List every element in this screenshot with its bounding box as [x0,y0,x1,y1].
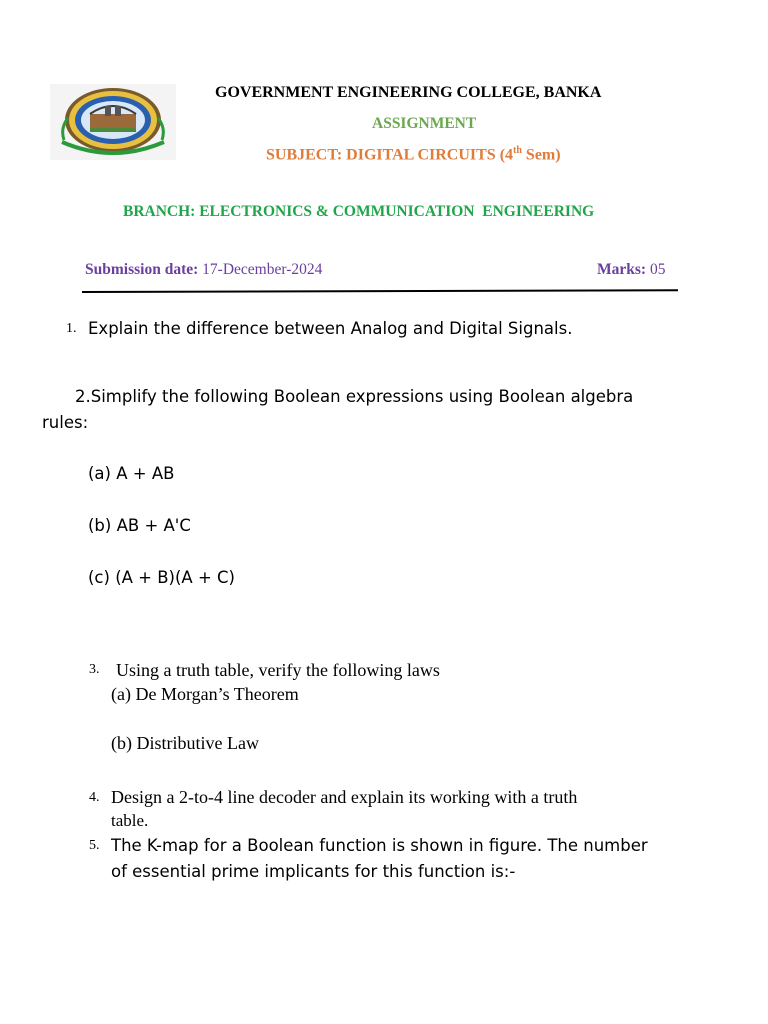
submission-date [85,261,322,279]
question-3-part-b: (b) Distributive Law [111,733,259,753]
subject-line [266,145,561,164]
question-5-number: 5. [89,838,100,853]
question-4-number: 4. [89,790,100,805]
question-3-part-a: (a) De Morgan’s Theorem [111,684,299,704]
college-name: GOVERNMENT ENGINEERING COLLEGE, BANKA [215,84,602,101]
assignment-title: ASSIGNMENT [372,115,477,132]
question-4-line-2: table. [111,811,149,830]
question-5-line-2: of essential prime implicants for this function is:- [111,862,516,881]
question-2-part-c: (c) (A + B)(A + C) [88,568,235,587]
branch-line: BRANCH: ELECTRONICS & COMMUNICATION ENGINEERING [123,203,595,220]
marks-label: Marks: [597,261,647,278]
submission-value: 17-December-2024 [202,261,323,278]
question-3-number: 3. [89,662,100,677]
subject-prefix: SUBJECT: DIGITAL CIRCUITS (4 [266,146,514,164]
question-5-line-1: The K-map for a Boolean function is shown in figure. The number [111,836,648,855]
submission-label: Submission date: [85,261,199,278]
marks-value: 05 [649,261,666,278]
question-1-number: 1. [66,321,77,336]
question-2-line-1: 2.Simplify the following Boolean expressions using Boolean algebra [75,387,634,406]
question-2-part-a: (a) A + AB [88,464,175,483]
marks [597,261,665,279]
question-2-line-2: rules: [42,413,89,432]
subject-suffix: Sem) [521,146,561,164]
question-4-line-1: Design a 2-to-4 line decoder and explain its working with a truth [111,787,578,807]
header-divider [82,289,678,293]
question-3-text: Using a truth table, verify the following laws [116,660,440,680]
subject-superscript: th [513,145,522,156]
question-2-part-b: (b) AB + A'C [88,516,191,535]
college-logo [50,84,176,160]
question-1-text: Explain the difference between Analog and Digital Signals. [88,319,573,338]
